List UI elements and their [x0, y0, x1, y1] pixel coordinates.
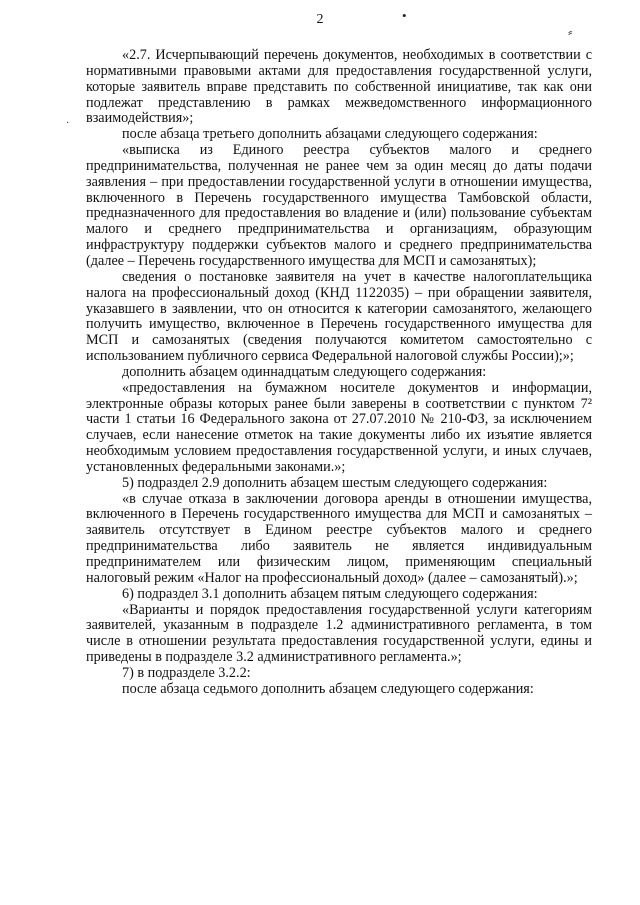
paragraph-paper-documents: «предоставления на бумажном носителе документов и информации, электронные образы которых ранее были заверены в соответствии с пунктом 7² части 1 статьи 16 Федерального закона от 27.07.2010 № 210-ФЗ, за исключением случаев, если нанесение отметок на такие документы либо их изъятие является необходимым условием предоставления государственной услуги, и иных случаев, установленных федеральными законами.»;: [86, 379, 592, 475]
paragraph-self-employed-info: сведения о постановке заявителя на учет в качестве налогоплательщика налога на профессиональный доход (КНД 1122035) – при обращении заявителя, указавшего в заявлении, что он относится к категории самозанятого, желающего получить имущество, включенное в Перечень государственного имущества для МСП и самозанятых (сведения получаются комитетом самостоятельно с использованием публичного сервиса Федеральной налоговой службы России);»;: [86, 268, 592, 365]
paragraph-instruction: после абзаца третьего дополнить абзацами следующего содержания:: [122, 126, 538, 143]
paragraph-instruction: после абзаца седьмого дополнить абзацем следующего содержания:: [122, 680, 534, 697]
paragraph-item-7: 7) в подразделе 3.2.2:: [122, 664, 251, 681]
paragraph-item-5: 5) подраздел 2.9 дополнить абзацем шестым следующего содержания:: [122, 474, 548, 491]
paragraph-service-variants: «Варианты и порядок предоставления государственной услуги категориям заявителей, указанным в подразделе 1.2 административного регламента, в том числе в отношении результата предоставления государственной услуги, едины и приведены в подразделе 3.2 административного регламента.»;: [86, 601, 592, 666]
page-number: 2: [316, 12, 324, 27]
paragraph-item-6: 6) подраздел 3.1 дополнить абзацем пятым следующего содержания:: [122, 585, 538, 602]
scan-speck: ⸗: [568, 24, 573, 39]
scan-speck: •: [402, 8, 407, 23]
scan-speck: ·: [66, 118, 70, 129]
paragraph-instruction: дополнить абзацем одиннадцатым следующего содержания:: [122, 363, 487, 380]
document-body: [86, 48, 592, 698]
paragraph-2-7-title: «2.7. Исчерпывающий перечень документов, необходимых в соответствии с нормативными правовыми актами для предоставления государственной услуги, которые заявитель вправе представить по собственной инициативе, так как они подлежат представлению в рамках межведомственного информационного взаимодействия»;: [86, 47, 592, 127]
paragraph-refusal-case: «в случае отказа в заключении договора аренды в отношении имущества, включенного в Перечень государственного имущества для МСП и самозанятых – заявитель отсутствует в Едином реестре субъектов малого и среднего предпринимательства либо заявитель не является индивидуальным предпринимателем или физическим лицом, применяющим специальный налоговый режим «Налог на профессиональный доход» (далее – самозанятый).»;: [86, 490, 592, 586]
paragraph-msp-extract: «выписка из Единого реестра субъектов малого и среднего предпринимательства, полученная не ранее чем за один месяц до даты подачи заявления – при предоставлении государственной услуги в отношении имущества, включенного в Перечень государственного имущества Тамбовской области, предназначенного для предоставления во владение и (или) пользование субъектам малого и среднего предпринимательства и организациям, образующим инфраструктуру поддержки субъектов малого и среднего предпринимательства (далее – Перечень государственного имущества для МСП и самозанятых);: [86, 142, 592, 269]
